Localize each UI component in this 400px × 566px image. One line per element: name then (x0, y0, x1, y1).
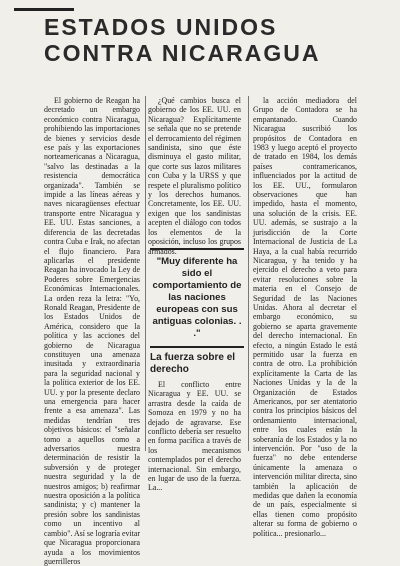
column-2-continued (148, 380, 241, 493)
section-subhead: La fuerza sobre el derecho (150, 352, 236, 375)
column-3 (253, 96, 357, 538)
column-2-text: ¿Qué cambios busca el gobierno de los EE. UU. en Nicaragua? Explícitamente se señala que no se pretende el derrocamiento del régimen sandinista, sino que éste disminuya el gasto militar, que corte sus lazos militares con Cuba y la URSS y que respete el pluralismo político y los derechos humanos. Concretamente, los EE. UU. exigen que los sandinistas acepten el diálogo con todos los elementos de la oposición, incluso los grupos armados. (148, 96, 241, 256)
pull-quote: "Muy diferente ha sido el comportamiento de las naciones europeas con sus antiguas colonias. . ." (150, 248, 244, 348)
column-2b-text: El conflicto entre Nicaragua y EE. UU. se arrastra desde la caída de Somoza en 1979 y no ha dejado de agravarse. Ese conflicto debería ser resuelto en forma pacífica a través de los mecanismos contemplados por el derecho internacional. Sin embargo, en lugar de uso de la fuerza. La... (148, 380, 241, 493)
column-1-text: El gobierno de Reagan ha decretado un embargo económico contra Nicaragua, prohibiendo las importaciones de bienes y servicios desde ese país y las exportaciones norteamericanas a Nicaragua, "salvo las destinadas a la resistencia democrática organizada". También se impide a las líneas aéreas y naves nicaragüenses efectuar transporte entre Nicaragua y EE. UU. Estas sanciones, a diferencia de las decretadas contra Cuba e Irak, no afectan el flujo financiero. Para aplicarlas el presidente Reagan ha invocado la Ley de Poderes sobre Emergencias Económicas Internacionales. La orden reza la letra: "Yo, Ronald Reagan, Presidente de los Estados Unidos de América, considero que la política y las acciones del gobierno de Nicaragua constituyen una amenaza inusitada y extraordinaria para la seguridad nacional y la política exterior de los EE. UU. y por la presente declaro una emergencia para hacer frente a esa amenaza". Las medidas tendrían tres objetivos básicos: el "señalar tomo a aquellos como a adversarios nuestra determinación de resistir la subversión y de proteger nuestra seguridad y la de nuestros amigos; b) reafirmar nuestra oposición a la política sandinista; y c) mantener la presión sobre los sandinistas como un incentivo al cambio". Así se lograría evitar que Nicaragua proporcionara ayuda a los movimientos guerrilleros (44, 96, 140, 566)
headline (44, 14, 374, 66)
headline-line-2: CONTRA NICARAGUA (44, 40, 321, 66)
column-2 (148, 96, 241, 256)
column-divider (248, 96, 249, 451)
top-rule (14, 8, 74, 11)
column-divider (145, 96, 146, 451)
column-3-text: la acción mediadora del Grupo de Contadora se ha empantanado. Cuando Nicaragua suscribió los propósitos de Contadora en 1983 y luego aceptó el proyecto de tratado en 1984, los demás países contramericanos, influenciados por la actitud de los EE. UU., formularon observaciones que han impedido, hasta el momento, una solución de la crisis. EE. UU. además, se sustrajo a la jurisdicción de la Corte Internacional de Justicia de La Haya, a la cual había recurrido Nicaragua, y ha tenido y ha ejercido el derecho a veto para evitar resoluciones sobre la materia en el Consejo de Seguridad de las Naciones Unidas. Ahora al decretar el embargo económico, su gobierno se aparta gravemente del derecho internacional. En efecto, a ningún Estado le está permitido usar la fuerza en contra de otro. La prohibición explícitamente la Carta de las Naciones Unidas y la de la Organización de Estados Americanos, por ser atentatorio contra los principios básicos del ordenamiento internacional, entre los cuales están la soberanía de los Estados y la no intervención. Por "uso de la fuerza" no debe entenderse únicamente la amenaza o intervención militar directa, sino también la aplicación de medidas que dañen la economía de un país, especialmente si ellas tienen como propósito alterar su forma de gobierno o política... presionarlo... (253, 96, 357, 538)
headline-line-1: ESTADOS UNIDOS (44, 14, 278, 40)
column-1 (44, 96, 140, 566)
